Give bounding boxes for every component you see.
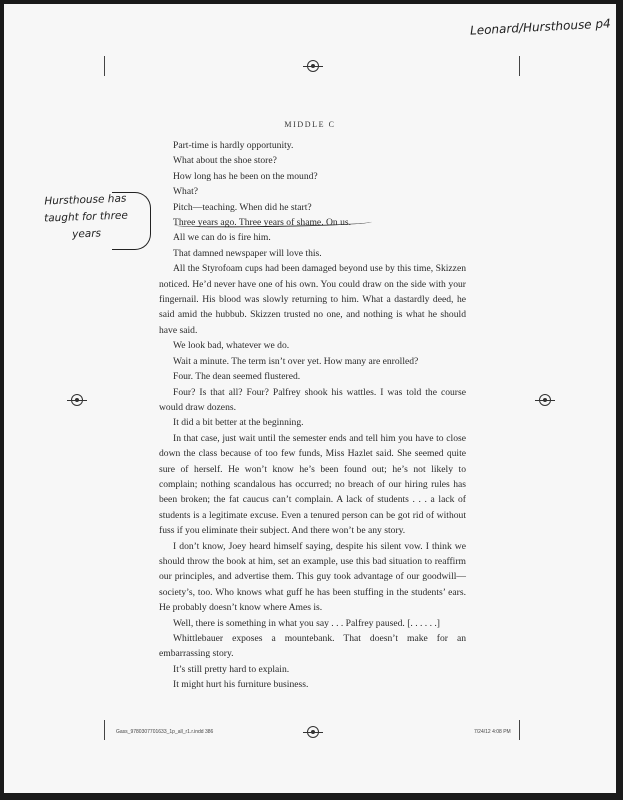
registration-mark-icon [539,394,551,406]
underlined-paragraph: Three years ago. Three years of shame. On us. [173,217,352,229]
paragraph: It might hurt his furniture business. [173,679,309,691]
paragraph: Four. The dean seemed flustered. [173,371,301,383]
paragraph: Pitch—teaching. When did he start? [173,201,312,213]
margin-note-line: taught for three [43,209,129,225]
handwritten-header-note: Leonard/Hursthouse p4 [469,16,612,38]
document-page [4,4,616,793]
paragraph: Whittlebauer exposes a mountebank. That doesn’t make for an embarrassing story. [159,633,466,660]
paragraph: That damned newspaper will love this. [173,247,322,259]
date-slug: 7/24/12 4:08 PM [474,729,511,735]
paragraph: What? [173,186,199,198]
paragraph: Four? Is that all? Four? Palfrey shook his wattles. I was told the course would draw dozens. [159,386,466,413]
margin-note-line: years [71,227,102,241]
paragraph: All the Styrofoam cups had been damaged beyond use by this time, Skizzen noticed. He’d never have one of his own. You could draw on the side with your fingernail. His blood was slowly returning to him. What a dastardly deed, he said amid the hubbub. Skizzen trusted no one, and nothing is what he should have said. [159,263,466,336]
registration-mark-icon [307,726,319,738]
crop-mark [519,720,520,740]
paragraph: In that case, just wait until the semester ends and tell him you have to close down the class because of too few funds, Miss Hazlet said. She seemed quite sure of herself. He won’t know he’s been found out; he’s not likely to complain; nothing scandalous has occurred; no breach of our hiring rules has been broken; the fat caucus can’t complain. A lack of students . . . a lack of students is a legitimate excuse. Even a tenured person can be got rid of without fuss if you eliminate their subject. And there won’t be any story. [159,432,466,537]
paragraph: Well, there is something in what you say . . . Palfrey paused. [. . . . . .] [173,617,440,629]
paragraph: It’s still pretty hard to explain. [173,663,290,675]
crop-mark [104,720,105,740]
paragraph: What about the shoe store? [173,155,277,167]
paragraph: Wait a minute. The term isn’t over yet. How many are enrolled? [173,355,419,367]
file-slug: Gass_9780307701633_1p_all_r1.r.indd 386 [116,729,214,735]
paragraph: Part-time is hardly opportunity. [173,140,294,151]
running-head: MIDDLE C [284,120,336,129]
crop-mark [519,56,520,76]
handwritten-bracket [112,192,151,250]
paragraph: I don’t know, Joey heard himself saying, despite his silent vow. I think we should throw the book at him, set an example, use this bad situation to reaffirm our principles, and advertise them. This guy took advantage of our goodwill—society’s, too. Who knows what guff he has been stuffing in the students’ ears. He probably doesn’t know where Ames is. [159,540,466,614]
registration-mark-icon [307,60,319,72]
paragraph: It did a bit better at the beginning. [173,417,304,429]
crop-mark [104,56,105,76]
paragraph: We look bad, whatever we do. [173,340,290,352]
margin-note-line: Hursthouse has [44,192,127,208]
registration-mark-icon [71,394,83,406]
paragraph: All we can do is fire him. [173,232,271,244]
paragraph: How long has he been on the mound? [173,170,318,182]
